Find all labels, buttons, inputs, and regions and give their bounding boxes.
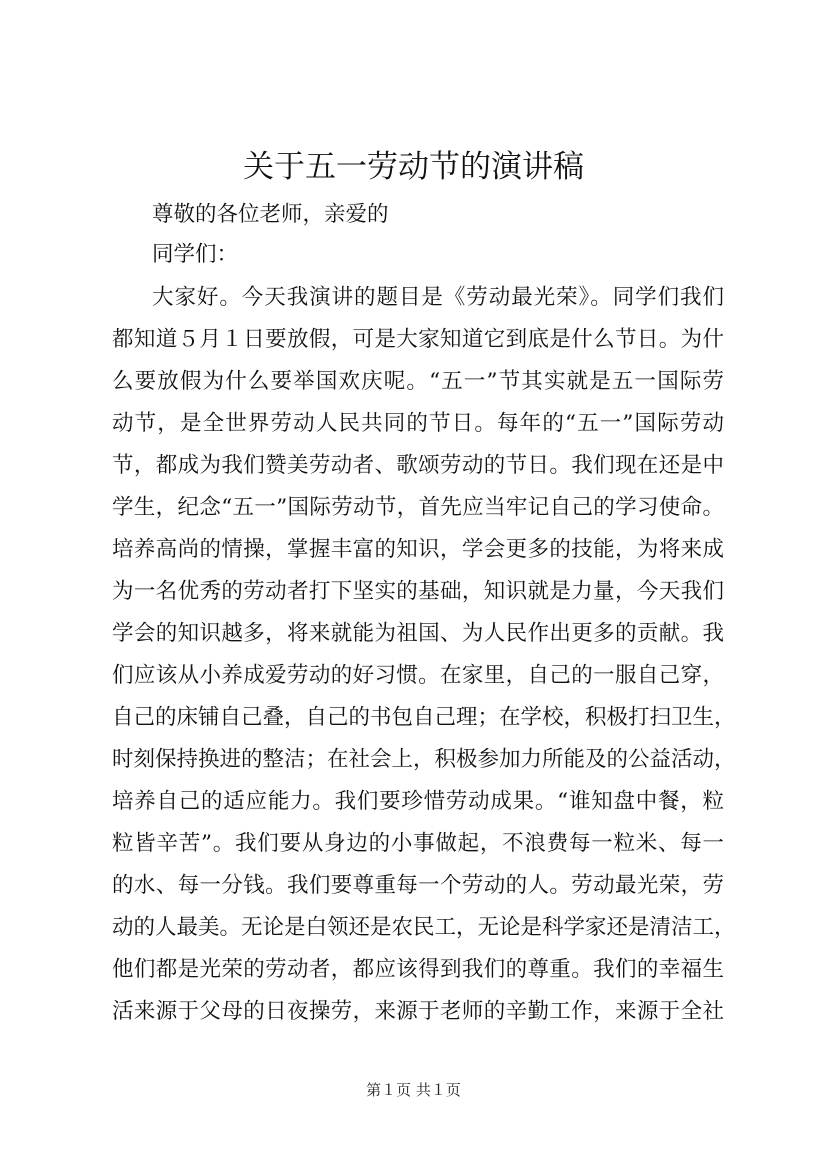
paragraph-line: 都知道５月１日要放假，可是大家知道它到底是什么节日。为什 [112,327,724,352]
paragraph-line: 的水、每一分钱。我们要尊重每一个劳动的人。劳动最光荣，劳 [112,873,724,898]
greeting-line: 尊敬的各位老师，亲爱的 [152,202,389,227]
paragraph-line: 学生，纪念“五一”国际劳动节，首先应当牢记自己的学习使命。 [112,495,724,520]
paragraph-line: 么要放假为什么要举国欢庆呢。“五一”节其实就是五一国际劳 [112,369,724,394]
paragraph-line: 为一名优秀的劳动者打下坚实的基础，知识就是力量，今天我们 [112,579,724,604]
paragraph-line: 们应该从小养成爱劳动的好习惯。在家里，自己的一服自己穿， [112,663,724,688]
greeting-line: 同学们： [152,242,239,267]
paragraph-line: 粒皆辛苦”。我们要从身边的小事做起，不浪费每一粒米、每一 [112,831,724,856]
paragraph-line: 培养自己的适应能力。我们要珍惜劳动成果。“谁知盘中餐，粒 [112,789,724,814]
paragraph-line: 他们都是光荣的劳动者，都应该得到我们的尊重。我们的幸福生 [112,957,724,982]
paragraph-line: 动节，是全世界劳动人民共同的节日。每年的“五一”国际劳动 [112,411,724,436]
paragraph-line: 培养高尚的情操，掌握丰富的知识，学会更多的技能，为将来成 [112,537,724,562]
paragraph-line: 活来源于父母的日夜操劳，来源于老师的辛勤工作，来源于全社 [112,999,724,1024]
paragraph-line: 节，都成为我们赞美劳动者、歌颂劳动的节日。我们现在还是中 [112,453,724,478]
paragraph-line: 大家好。今天我演讲的题目是《劳动最光荣》。同学们我们 [152,285,724,310]
paragraph-line: 时刻保持换进的整洁；在社会上，积极参加力所能及的公益活动， [112,747,736,772]
paragraph-line: 动的人最美。无论是白领还是农民工，无论是科学家还是清洁工， [112,915,736,940]
document-title: 关于五一劳动节的演讲稿 [243,149,584,185]
paragraph-line: 学会的知识越多，将来就能为祖国、为人民作出更多的贡献。我 [112,621,724,646]
paragraph-line: 自己的床铺自己叠，自己的书包自己理；在学校，积极打扫卫生， [112,705,736,730]
page-footer: 第１页 共１页 [366,1081,461,1099]
